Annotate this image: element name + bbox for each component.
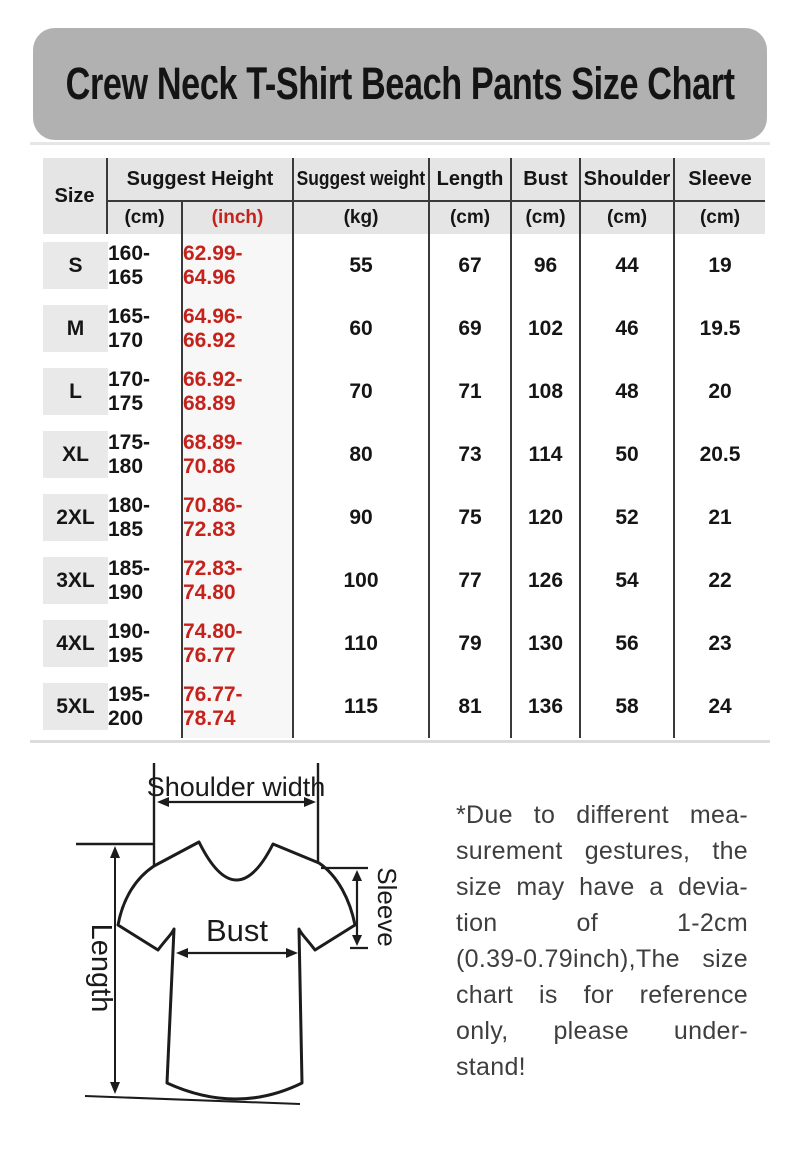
- cell-sleeve: 22: [675, 549, 765, 612]
- cell-height-cm: 180-185: [108, 486, 183, 549]
- cell-height-inch: 66.92-68.89: [183, 360, 294, 423]
- header-suggest-weight: [294, 158, 430, 202]
- cell-height-inch: 70.86-72.83: [183, 486, 294, 549]
- cell-height-cm: 170-175: [108, 360, 183, 423]
- cell-height-cm: 185-190: [108, 549, 183, 612]
- cell-sleeve: 20: [675, 360, 765, 423]
- tshirt-measurement-diagram: [40, 750, 420, 1167]
- cell-size: [43, 423, 108, 486]
- cell-weight: 90: [294, 486, 430, 549]
- cell-shoulder: 54: [581, 549, 675, 612]
- cell-bust: 136: [512, 675, 581, 738]
- size-table: [43, 158, 765, 738]
- header-size: Size: [43, 158, 108, 234]
- note-line: chart is for reference: [456, 981, 748, 1009]
- cell-height-inch: 68.89-70.86: [183, 423, 294, 486]
- disclaimer-note: [456, 797, 748, 1085]
- header-suggest-height: Suggest Height: [108, 158, 294, 202]
- cell-sleeve: 19: [675, 234, 765, 297]
- cell-height-cm: 195-200: [108, 675, 183, 738]
- cell-bust: 130: [512, 612, 581, 675]
- cell-bust: 108: [512, 360, 581, 423]
- cell-height-inch: 72.83-74.80: [183, 549, 294, 612]
- unit-height-inch: (inch): [183, 202, 294, 234]
- cell-shoulder: 52: [581, 486, 675, 549]
- cell-weight: 115: [294, 675, 430, 738]
- cell-weight: 70: [294, 360, 430, 423]
- header-suggest-weight-label: Suggest weight: [296, 167, 426, 190]
- cell-height-inch: 76.77-78.74: [183, 675, 294, 738]
- cell-length: 69: [430, 297, 512, 360]
- cell-size: [43, 675, 108, 738]
- cell-weight: 80: [294, 423, 430, 486]
- cell-shoulder: 58: [581, 675, 675, 738]
- sleeve-label: Sleeve: [372, 867, 402, 947]
- shoulder-width-label: Shoulder width: [146, 772, 326, 802]
- size-badge: 3XL: [43, 557, 108, 604]
- cell-weight: 55: [294, 234, 430, 297]
- cell-length: 71: [430, 360, 512, 423]
- cell-weight: 100: [294, 549, 430, 612]
- size-badge: 4XL: [43, 620, 108, 667]
- divider-line-bottom: [30, 740, 770, 743]
- cell-weight: 110: [294, 612, 430, 675]
- size-badge: S: [43, 242, 108, 289]
- cell-bust: 126: [512, 549, 581, 612]
- tshirt-outline: [118, 842, 355, 1099]
- unit-sleeve-cm: (cm): [675, 202, 765, 234]
- unit-shoulder-cm: (cm): [581, 202, 675, 234]
- unit-height-cm: (cm): [108, 202, 183, 234]
- size-badge: XL: [43, 431, 108, 478]
- length-ref-line-bottom: [85, 1096, 300, 1104]
- bust-label: Bust: [205, 913, 269, 948]
- cell-shoulder: 50: [581, 423, 675, 486]
- cell-sleeve: 21: [675, 486, 765, 549]
- unit-length-cm: (cm): [430, 202, 512, 234]
- cell-bust: 120: [512, 486, 581, 549]
- cell-height-cm: 190-195: [108, 612, 183, 675]
- header-sleeve: Sleeve: [675, 158, 765, 202]
- cell-shoulder: 56: [581, 612, 675, 675]
- note-line: *Due to different mea-: [456, 801, 748, 829]
- cell-bust: 102: [512, 297, 581, 360]
- size-badge: 2XL: [43, 494, 108, 541]
- cell-sleeve: 20.5: [675, 423, 765, 486]
- header-length: Length: [430, 158, 512, 202]
- cell-height-inch: 64.96-66.92: [183, 297, 294, 360]
- note-line: only, please under-: [456, 1017, 748, 1045]
- cell-sleeve: 24: [675, 675, 765, 738]
- note-line: size may have a devia-: [456, 873, 748, 901]
- cell-weight: 60: [294, 297, 430, 360]
- cell-shoulder: 48: [581, 360, 675, 423]
- cell-length: 67: [430, 234, 512, 297]
- cell-height-inch: 62.99-64.96: [183, 234, 294, 297]
- cell-shoulder: 46: [581, 297, 675, 360]
- size-badge: 5XL: [43, 683, 108, 730]
- cell-size: [43, 486, 108, 549]
- cell-length: 79: [430, 612, 512, 675]
- page-title: Crew Neck T-Shirt Beach Pants Size Chart: [65, 58, 735, 109]
- length-label: Length: [85, 923, 117, 1013]
- cell-length: 81: [430, 675, 512, 738]
- cell-height-cm: 165-170: [108, 297, 183, 360]
- cell-height-cm: 175-180: [108, 423, 183, 486]
- cell-size: [43, 549, 108, 612]
- cell-bust: 114: [512, 423, 581, 486]
- note-line: surement gestures, the: [456, 837, 748, 865]
- note-line: (0.39-0.79inch),The size: [456, 945, 748, 973]
- cell-height-cm: 160-165: [108, 234, 183, 297]
- header-bust: Bust: [512, 158, 581, 202]
- unit-weight-kg: (kg): [294, 202, 430, 234]
- cell-length: 75: [430, 486, 512, 549]
- title-banner: [33, 28, 767, 140]
- cell-size: [43, 360, 108, 423]
- cell-length: 77: [430, 549, 512, 612]
- cell-bust: 96: [512, 234, 581, 297]
- cell-sleeve: 23: [675, 612, 765, 675]
- cell-height-inch: 74.80-76.77: [183, 612, 294, 675]
- cell-length: 73: [430, 423, 512, 486]
- size-badge: L: [43, 368, 108, 415]
- header-shoulder: Shoulder: [581, 158, 675, 202]
- cell-shoulder: 44: [581, 234, 675, 297]
- size-badge: M: [43, 305, 108, 352]
- cell-size: [43, 234, 108, 297]
- cell-sleeve: 19.5: [675, 297, 765, 360]
- note-line: tion of 1-2cm: [456, 909, 748, 937]
- cell-size: [43, 612, 108, 675]
- unit-bust-cm: (cm): [512, 202, 581, 234]
- cell-size: [43, 297, 108, 360]
- divider-line-top: [30, 142, 770, 145]
- note-line: stand!: [456, 1053, 526, 1081]
